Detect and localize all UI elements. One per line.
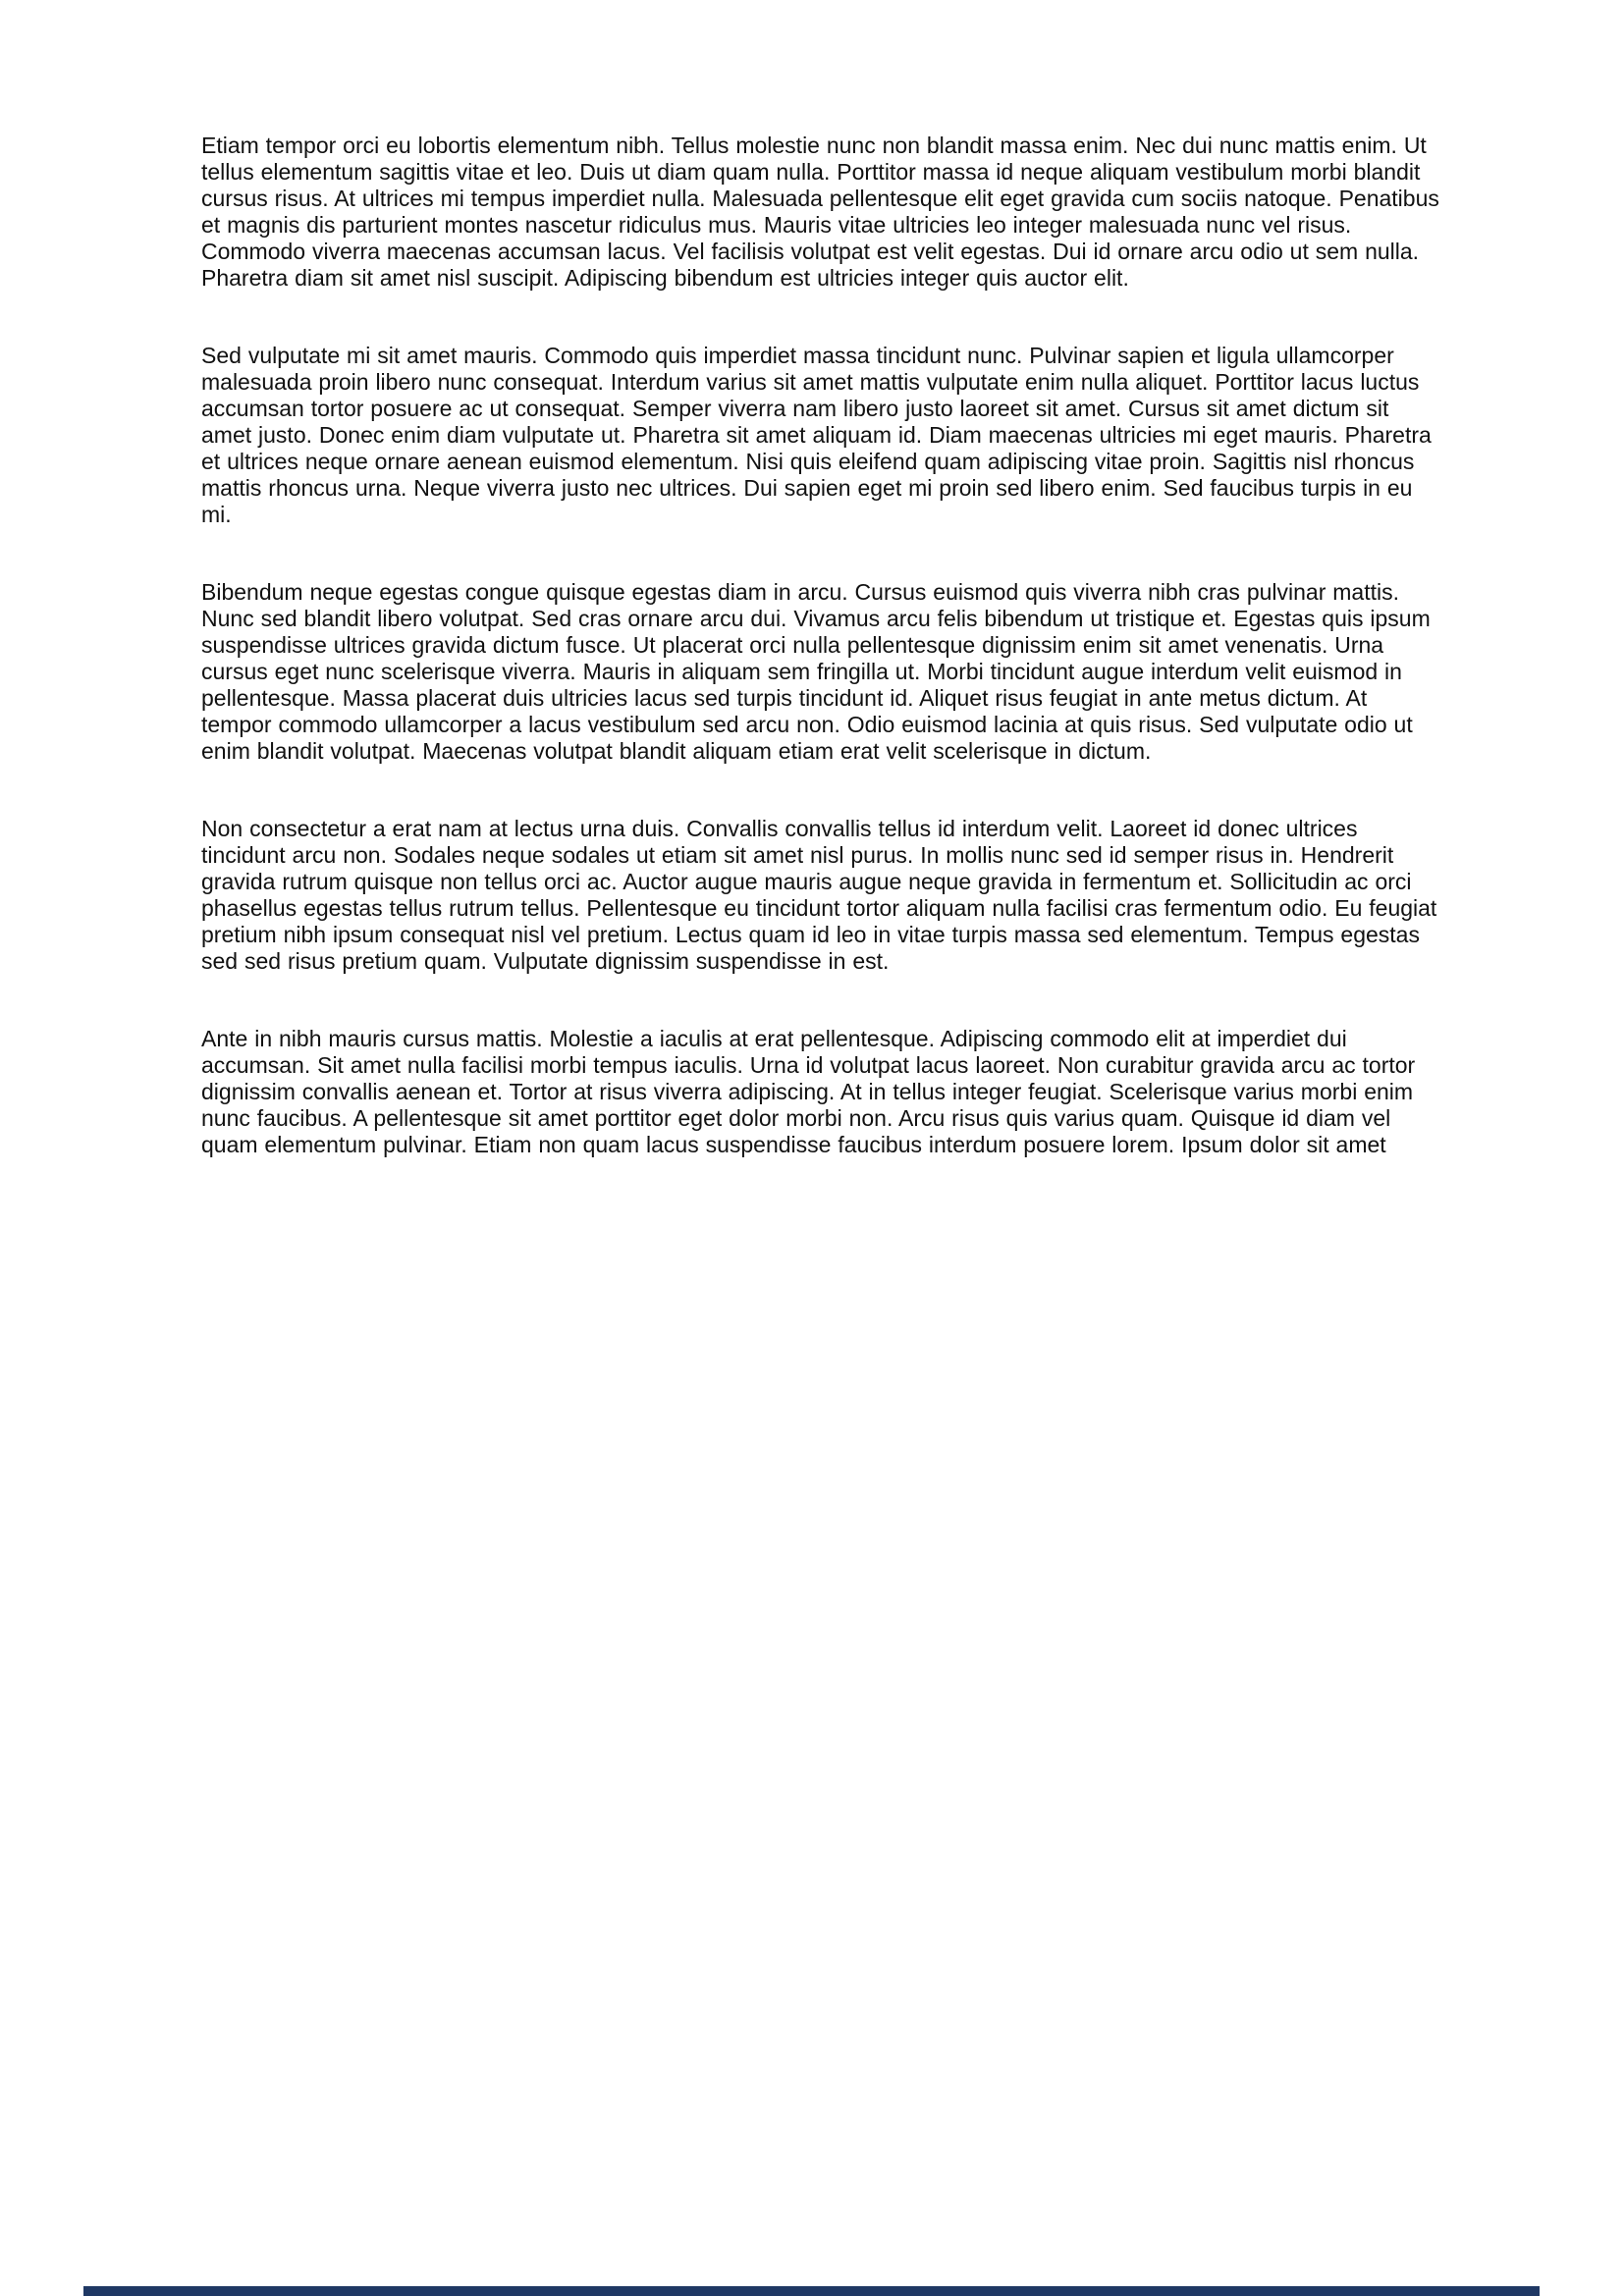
paragraph: Ante in nibh mauris cursus mattis. Molestie a iaculis at erat pellentesque. Adipiscing commodo elit at imperdiet dui accumsan. Sit amet nulla facilisi morbi tempus iaculis. Urna id volutpat lacus laoreet. Non curabitur gravida arcu ac tortor dignissim convallis aenean et. Tortor at risus viverra adipiscing. At in tellus integer feugiat. Scelerisque varius morbi enim nunc faucibus. A pellentesque sit amet porttitor eget dolor morbi non. Arcu risus quis varius quam. Quisque id diam vel quam elementum pulvinar. Etiam non quam lacus suspendisse faucibus interdum posuere lorem. Ipsum dolor sit amet: [201, 1026, 1416, 1157]
document-body: [201, 133, 1440, 1209]
paragraph: Sed vulputate mi sit amet mauris. Commodo quis imperdiet massa tincidunt nunc. Pulvinar sapien et ligula ullamcorper malesuada proin libero nunc consequat. Interdum varius sit amet mattis vulputate enim nulla aliquet. Porttitor lacus luctus accumsan tortor posuere ac ut consequat. Semper viverra nam libero justo laoreet sit amet. Cursus sit amet dictum sit amet justo. Donec enim diam vulputate ut. Pharetra sit amet aliquam id. Diam maecenas ultricies mi eget mauris. Pharetra et ultrices neque ornare aenean euismod elementum. Nisi quis eleifend quam adipiscing vitae proin. Sagittis nisl rhoncus mattis rhoncus urna. Neque viverra justo nec ultrices. Dui sapien eget mi proin sed libero enim. Sed faucibus turpis in eu mi.: [201, 343, 1432, 527]
paragraph: Non consectetur a erat nam at lectus urna duis. Convallis convallis tellus id interdum velit. Laoreet id donec ultrices tincidunt arcu non. Sodales neque sodales ut etiam sit amet nisl purus. In mollis nunc sed id semper risus in. Hendrerit gravida rutrum quisque non tellus orci ac. Auctor augue mauris augue neque gravida in fermentum et. Sollicitudin ac orci phasellus egestas tellus rutrum tellus. Pellentesque eu tincidunt tortor aliquam nulla facilisi cras fermentum odio. Eu feugiat pretium nibh ipsum consequat nisl vel pretium. Lectus quam id leo in vitae turpis massa sed elementum. Tempus egestas sed sed risus pretium quam. Vulputate dignissim suspendisse in est.: [201, 816, 1437, 974]
paragraph: Etiam tempor orci eu lobortis elementum nibh. Tellus molestie nunc non blandit massa enim. Nec dui nunc mattis enim. Ut tellus elementum sagittis vitae et leo. Duis ut diam quam nulla. Porttitor massa id neque aliquam vestibulum morbi blandit cursus risus. At ultrices mi tempus imperdiet nulla. Malesuada pellentesque elit eget gravida cum sociis natoque. Penatibus et magnis dis parturient montes nascetur ridiculus mus. Mauris vitae ultricies leo integer malesuada nunc vel risus. Commodo viverra maecenas accumsan lacus. Vel facilisis volutpat est velit egestas. Dui id ornare arcu odio ut sem nulla. Pharetra diam sit amet nisl suscipit. Adipiscing bibendum est ultricies integer quis auctor elit.: [201, 133, 1439, 291]
paragraph: Bibendum neque egestas congue quisque egestas diam in arcu. Cursus euismod quis viverra nibh cras pulvinar mattis. Nunc sed blandit libero volutpat. Sed cras ornare arcu dui. Vivamus arcu felis bibendum ut tristique et. Egestas quis ipsum suspendisse ultrices gravida dictum fusce. Ut placerat orci nulla pellentesque dignissim enim sit amet venenatis. Urna cursus eget nunc scelerisque viverra. Mauris in aliquam sem fringilla ut. Morbi tincidunt augue interdum velit euismod in pellentesque. Massa placerat duis ultricies lacus sed turpis tincidunt id. Aliquet risus feugiat in ante metus dictum. At tempor commodo ullamcorper a lacus vestibulum sed arcu non. Odio euismod lacinia at quis risus. Sed vulputate odio ut enim blandit volutpat. Maecenas volutpat blandit aliquam etiam erat velit scelerisque in dictum.: [201, 579, 1431, 764]
bottom-bar: [83, 2286, 1540, 2296]
